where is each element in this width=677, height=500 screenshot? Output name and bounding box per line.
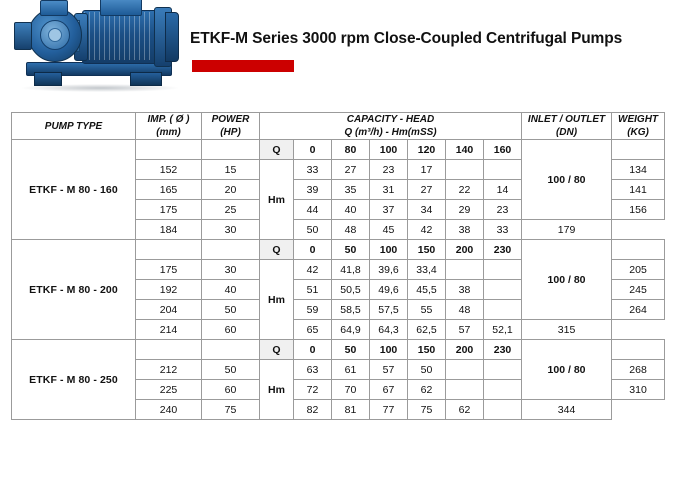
hm-1-3-0: 65 — [294, 320, 332, 340]
group-1-q-weight-spacer — [612, 240, 665, 260]
hm-0-3-1: 48 — [332, 220, 370, 240]
hm-0-3-0: 50 — [294, 220, 332, 240]
hm-0-0-3: 17 — [408, 160, 446, 180]
hm-2-1-3: 62 — [408, 380, 446, 400]
centrifugal-pump-image — [4, 2, 184, 112]
q-value-2-5: 230 — [484, 340, 522, 360]
hm-1-1-4: 38 — [446, 280, 484, 300]
imp-0-2: 175 — [136, 200, 202, 220]
group-1-q-power-spacer — [202, 240, 260, 260]
hm-2-2-2: 77 — [370, 400, 408, 420]
hm-0-1-5: 14 — [484, 180, 522, 200]
q-value-2-0: 0 — [294, 340, 332, 360]
hm-2-1-4 — [446, 380, 484, 400]
header-impeller-line2: (mm) — [156, 127, 181, 138]
table-header-row — [12, 113, 665, 140]
table-row — [12, 140, 665, 160]
q-row-label-0: Q — [260, 140, 294, 160]
hm-2-2-4: 62 — [446, 400, 484, 420]
pump-shaft-center — [48, 28, 62, 42]
hm-0-2-2: 37 — [370, 200, 408, 220]
group-2-q-imp-spacer — [136, 340, 202, 360]
hm-0-1-0: 39 — [294, 180, 332, 200]
hm-1-3-3: 62,5 — [408, 320, 446, 340]
hm-2-1-5 — [484, 380, 522, 400]
hm-1-1-2: 49,6 — [370, 280, 408, 300]
hm-1-3-2: 64,3 — [370, 320, 408, 340]
hm-0-1-2: 31 — [370, 180, 408, 200]
hm-row-label-1: Hm — [260, 260, 294, 340]
q-value-2-2: 100 — [370, 340, 408, 360]
header-inlet-outlet — [522, 113, 612, 140]
pump-foot-right — [130, 72, 162, 86]
hm-1-2-2: 57,5 — [370, 300, 408, 320]
hm-2-2-5 — [484, 400, 522, 420]
group-2-q-weight-spacer — [612, 340, 665, 360]
header-capacity-line1: CAPACITY - HEAD — [346, 114, 435, 125]
header-capacity-line2: Q (m³/h) - Hm(mSS) — [344, 127, 437, 138]
header-impeller — [136, 113, 202, 140]
page-title: ETKF-M Series 3000 rpm Close-Coupled Centrifugal Pumps — [190, 30, 623, 47]
power-1-3: 60 — [202, 320, 260, 340]
hm-1-2-1: 58,5 — [332, 300, 370, 320]
hm-0-2-3: 34 — [408, 200, 446, 220]
q-value-1-5: 230 — [484, 240, 522, 260]
imp-1-3: 214 — [136, 320, 202, 340]
pump-specification-table — [11, 112, 665, 420]
motor-fan-cover — [165, 12, 179, 62]
hm-2-0-4 — [446, 360, 484, 380]
model-label-1: ETKF - M 80 - 200 — [12, 240, 136, 340]
power-1-2: 50 — [202, 300, 260, 320]
power-0-1: 20 — [202, 180, 260, 200]
hm-1-3-1: 64,9 — [332, 320, 370, 340]
weight-0-1: 141 — [612, 180, 665, 200]
hm-1-1-5 — [484, 280, 522, 300]
hm-1-0-2: 39,6 — [370, 260, 408, 280]
hm-1-0-5 — [484, 260, 522, 280]
imp-0-3: 184 — [136, 220, 202, 240]
model-label-2: ETKF - M 80 - 250 — [12, 340, 136, 420]
dn-value-1: 100 / 80 — [522, 240, 612, 320]
header-power — [202, 113, 260, 140]
header-weight-line2: (KG) — [627, 127, 649, 138]
table-row — [12, 240, 665, 260]
q-value-0-2: 100 — [370, 140, 408, 160]
table-row — [12, 340, 665, 360]
hm-2-2-1: 81 — [332, 400, 370, 420]
hm-0-3-2: 45 — [370, 220, 408, 240]
hm-0-1-3: 27 — [408, 180, 446, 200]
group-1-q-imp-spacer — [136, 240, 202, 260]
hm-row-label-0: Hm — [260, 160, 294, 240]
power-1-0: 30 — [202, 260, 260, 280]
q-value-0-1: 80 — [332, 140, 370, 160]
q-value-0-5: 160 — [484, 140, 522, 160]
weight-1-3: 315 — [522, 320, 612, 340]
page-header — [0, 0, 677, 112]
q-value-1-3: 150 — [408, 240, 446, 260]
imp-1-0: 175 — [136, 260, 202, 280]
pump-foot-left — [34, 72, 62, 86]
hm-1-1-3: 45,5 — [408, 280, 446, 300]
hm-1-0-1: 41,8 — [332, 260, 370, 280]
q-value-2-1: 50 — [332, 340, 370, 360]
header-power-line1: POWER — [211, 114, 250, 125]
hm-0-3-5: 33 — [484, 220, 522, 240]
q-value-0-0: 0 — [294, 140, 332, 160]
power-2-0: 50 — [202, 360, 260, 380]
power-1-1: 40 — [202, 280, 260, 300]
weight-2-1: 310 — [612, 380, 665, 400]
header-pump-type: PUMP TYPE — [12, 113, 136, 140]
q-value-1-2: 100 — [370, 240, 408, 260]
hm-1-0-0: 42 — [294, 260, 332, 280]
hm-0-3-3: 42 — [408, 220, 446, 240]
power-0-0: 15 — [202, 160, 260, 180]
hm-0-2-4: 29 — [446, 200, 484, 220]
hm-0-0-1: 27 — [332, 160, 370, 180]
hm-0-2-5: 23 — [484, 200, 522, 220]
weight-2-0: 268 — [612, 360, 665, 380]
hm-0-0-2: 23 — [370, 160, 408, 180]
hm-0-3-4: 38 — [446, 220, 484, 240]
group-2-q-power-spacer — [202, 340, 260, 360]
hm-1-3-5: 52,1 — [484, 320, 522, 340]
header-inlet-outlet-line2: (DN) — [555, 127, 578, 138]
imp-2-0: 212 — [136, 360, 202, 380]
hm-2-1-1: 70 — [332, 380, 370, 400]
hm-0-0-0: 33 — [294, 160, 332, 180]
power-2-2: 75 — [202, 400, 260, 420]
weight-2-2: 344 — [522, 400, 612, 420]
weight-1-1: 245 — [612, 280, 665, 300]
hm-1-0-4 — [446, 260, 484, 280]
q-value-2-4: 200 — [446, 340, 484, 360]
hm-2-0-3: 50 — [408, 360, 446, 380]
q-value-1-1: 50 — [332, 240, 370, 260]
weight-0-2: 156 — [612, 200, 665, 220]
title-block — [184, 0, 677, 72]
hm-2-2-0: 82 — [294, 400, 332, 420]
weight-0-3: 179 — [522, 220, 612, 240]
weight-0-0: 134 — [612, 160, 665, 180]
hm-1-2-3: 55 — [408, 300, 446, 320]
weight-1-0: 205 — [612, 260, 665, 280]
hm-0-2-1: 40 — [332, 200, 370, 220]
imp-0-1: 165 — [136, 180, 202, 200]
hm-1-2-0: 59 — [294, 300, 332, 320]
hm-0-0-4 — [446, 160, 484, 180]
power-0-2: 25 — [202, 200, 260, 220]
q-row-label-2: Q — [260, 340, 294, 360]
header-weight — [612, 113, 665, 140]
header-weight-line1: WEIGHT — [618, 114, 659, 125]
suction-flange — [14, 22, 32, 50]
imp-1-1: 192 — [136, 280, 202, 300]
imp-2-1: 225 — [136, 380, 202, 400]
group-0-q-power-spacer — [202, 140, 260, 160]
hm-1-0-3: 33,4 — [408, 260, 446, 280]
q-value-1-0: 0 — [294, 240, 332, 260]
q-value-0-3: 120 — [408, 140, 446, 160]
dn-value-0: 100 / 80 — [522, 140, 612, 220]
hm-0-0-5 — [484, 160, 522, 180]
hm-0-1-4: 22 — [446, 180, 484, 200]
header-inlet-outlet-line1: INLET / OUTLET — [527, 114, 606, 125]
q-value-1-4: 200 — [446, 240, 484, 260]
hm-2-1-0: 72 — [294, 380, 332, 400]
power-0-3: 30 — [202, 220, 260, 240]
hm-2-1-2: 67 — [370, 380, 408, 400]
power-2-1: 60 — [202, 380, 260, 400]
imp-0-0: 152 — [136, 160, 202, 180]
hm-1-1-1: 50,5 — [332, 280, 370, 300]
imp-2-2: 240 — [136, 400, 202, 420]
hm-0-1-1: 35 — [332, 180, 370, 200]
weight-1-2: 264 — [612, 300, 665, 320]
q-value-0-4: 140 — [446, 140, 484, 160]
motor-cooling-fins — [84, 12, 156, 60]
motor-terminal-box — [100, 0, 142, 16]
hm-row-label-2: Hm — [260, 360, 294, 420]
hm-1-1-0: 51 — [294, 280, 332, 300]
hm-2-0-2: 57 — [370, 360, 408, 380]
hm-2-0-0: 63 — [294, 360, 332, 380]
q-row-label-1: Q — [260, 240, 294, 260]
imp-1-2: 204 — [136, 300, 202, 320]
group-0-q-weight-spacer — [612, 140, 665, 160]
q-value-2-3: 150 — [408, 340, 446, 360]
header-capacity-head — [260, 113, 522, 140]
header-power-line2: (HP) — [220, 127, 241, 138]
group-0-q-imp-spacer — [136, 140, 202, 160]
discharge-flange — [40, 0, 68, 16]
hm-2-2-3: 75 — [408, 400, 446, 420]
hm-2-0-1: 61 — [332, 360, 370, 380]
accent-bar — [192, 60, 294, 72]
hm-2-0-5 — [484, 360, 522, 380]
dn-value-2: 100 / 80 — [522, 340, 612, 400]
hm-1-2-4: 48 — [446, 300, 484, 320]
hm-0-2-0: 44 — [294, 200, 332, 220]
model-label-0: ETKF - M 80 - 160 — [12, 140, 136, 240]
header-impeller-line1: IMP. ( Ø ) — [147, 114, 190, 125]
hm-1-2-5 — [484, 300, 522, 320]
hm-1-3-4: 57 — [446, 320, 484, 340]
